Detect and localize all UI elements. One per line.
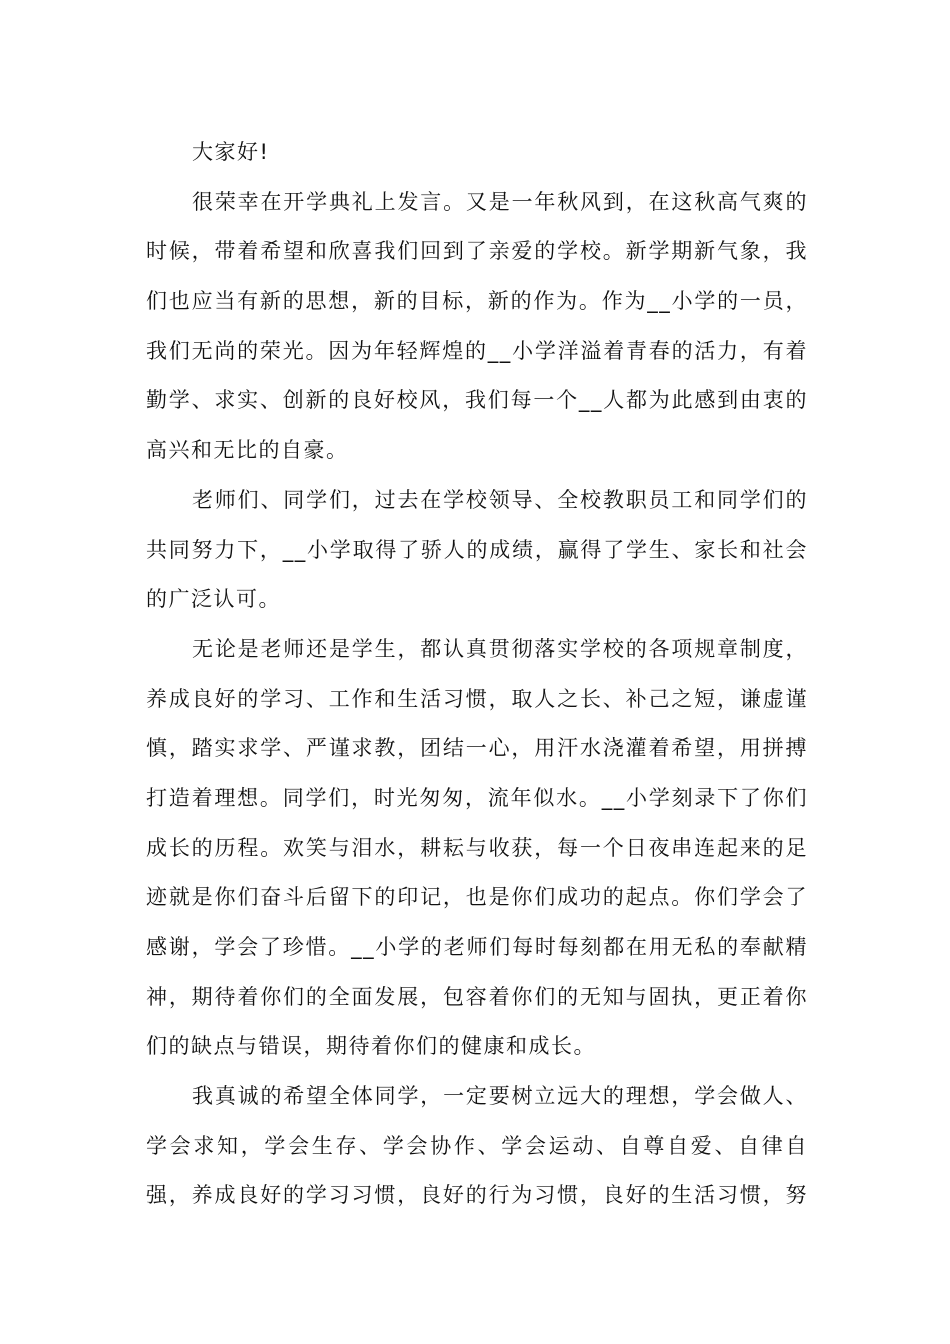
paragraph-line: 共同努力下，__小学取得了骄人的成绩，赢得了学生、家长和社会 bbox=[146, 537, 808, 562]
paragraph-line: 高兴和无比的自豪。 bbox=[146, 438, 349, 463]
paragraph-line: 养成良好的学习、工作和生活习惯，取人之长、补己之短，谦虚谨 bbox=[146, 686, 808, 711]
paragraph-line: 慎，踏实求学、严谨求教，团结一心，用汗水浇灌着希望，用拼搏 bbox=[146, 736, 808, 761]
paragraph-line: 们也应当有新的思想，新的目标，新的作为。作为__小学的一员， bbox=[146, 289, 808, 314]
paragraph-line: 老师们、同学们，过去在学校领导、全校教职员工和同学们的 bbox=[192, 487, 808, 512]
paragraph-line: 成长的历程。欢笑与泪水，耕耘与收获，每一个日夜串连起来的足 bbox=[146, 835, 808, 860]
greeting-line: 大家好! bbox=[192, 140, 270, 164]
paragraph-line: 打造着理想。同学们，时光匆匆，流年似水。__小学刻录下了你们 bbox=[146, 785, 808, 810]
paragraph-line: 我们无尚的荣光。因为年轻辉煌的__小学洋溢着青春的活力，有着 bbox=[146, 338, 808, 363]
paragraph-line: 时候，带着希望和欣喜我们回到了亲爱的学校。新学期新气象，我 bbox=[146, 239, 808, 264]
speech-body bbox=[146, 128, 808, 1221]
paragraph-line: 感谢，学会了珍惜。__小学的老师们每时每刻都在用无私的奉献精 bbox=[146, 935, 808, 959]
paragraph-line: 神，期待着你们的全面发展，包容着你们的无知与固执，更正着你 bbox=[146, 984, 808, 1009]
paragraph-line: 们的缺点与错误，期待着你们的健康和成长。 bbox=[146, 1034, 596, 1059]
paragraph-line: 的广泛认可。 bbox=[146, 587, 281, 612]
paragraph-line: 勤学、求实、创新的良好校风，我们每一个__人都为此感到由衷的 bbox=[146, 388, 808, 413]
paragraph-line: 学会求知，学会生存、学会协作、学会运动、自尊自爱、自律自 bbox=[146, 1133, 808, 1158]
paragraph-line: 我真诚的希望全体同学，一定要树立远大的理想，学会做人、 bbox=[192, 1084, 808, 1109]
paragraph-line: 迹就是你们奋斗后留下的印记，也是你们成功的起点。你们学会了 bbox=[146, 885, 808, 910]
paragraph-line: 强，养成良好的学习习惯，良好的行为习惯，良好的生活习惯，努 bbox=[146, 1183, 808, 1208]
paragraph-line: 无论是老师还是学生，都认真贯彻落实学校的各项规章制度， bbox=[192, 636, 808, 661]
paragraph-line: 很荣幸在开学典礼上发言。又是一年秋风到，在这秋高气爽的 bbox=[192, 189, 808, 214]
